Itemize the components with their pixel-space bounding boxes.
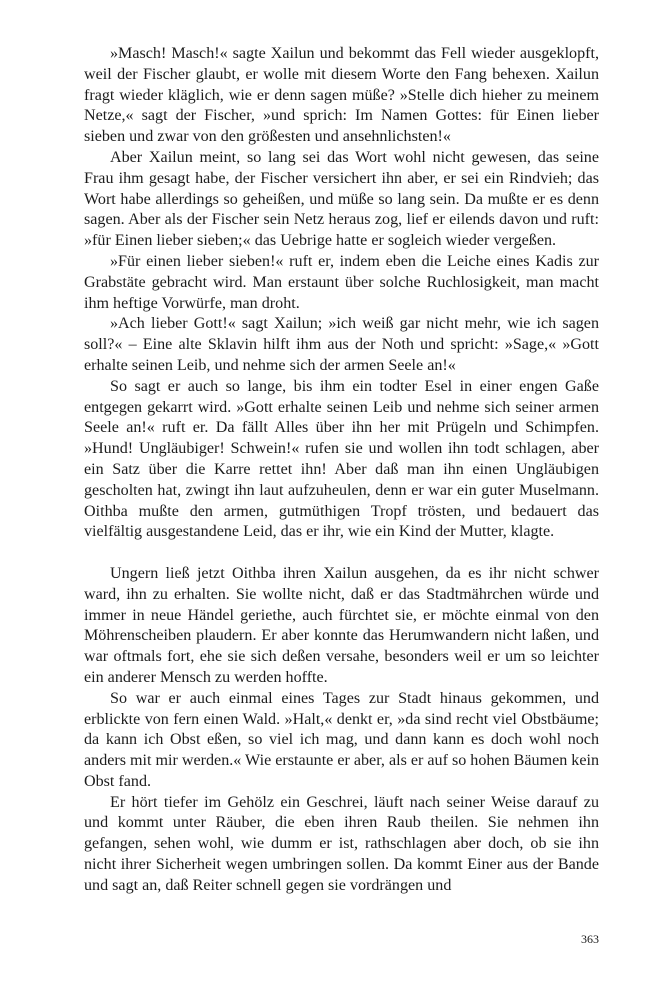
page-number: 363 xyxy=(581,932,599,946)
paragraph-6: Ungern ließ jetzt Oithba ihren Xailun ausgehen, da es ihr nicht schwer ward, ihn zu erhalten. Sie wollte nicht, daß er das Stadtmährchen würde und immer in neue Händel geriethe, auch fürchtet sie, er möchte einmal von den Möhrenscheiben plaudern. Er aber konnte das Herumwandern nicht laßen, und war oftmals fort, ehe sie sich deßen versahe, besonders weil er um so leichter ein anderer Mensch zu werden hoffte. xyxy=(84,564,599,686)
section-break xyxy=(84,543,599,564)
paragraph-4: »Ach lieber Gott!« sagt Xailun; »ich weiß gar nicht mehr, wie ich sagen soll?« – Eine alte Sklavin hilft ihm aus der Noth und spricht: »Sage,« »Gott erhalte seinen Leib, und nehme sich der armen Seele an!« xyxy=(84,315,599,374)
page-body xyxy=(84,44,599,897)
paragraph-1: »Masch! Masch!« sagte Xailun und bekommt das Fell wieder ausgeklopft, weil der Fischer glaubt, er wolle mit diesem Worte den Fang behexen. Xailun fragt wieder kläglich, wie er denn sagen müße? »Stelle dich hieher zu meinem Netze,« sagt der Fischer, »und sprich: Im Namen Gottes: für Einen lieber sieben und zwar von den größesten und ansehnlichsten!« xyxy=(84,45,599,146)
paragraph-7: So war er auch einmal eines Tages zur Stadt hinaus gekommen, und erblickte von fern einen Wald. »Halt,« denkt er, »da sind recht viel Obstbäume; da kann ich Obst eßen, so viel ich mag, und dann kann es doch wohl noch anders mit mir werden.« Wie erstaunte er aber, als er auf so hohen Bäumen kein Obst fand. xyxy=(84,689,600,790)
paragraph-3: »Für einen lieber sieben!« ruft er, indem eben die Leiche eines Kadis zur Grabstäte gebracht wird. Man erstaunt über solche Ruchlosigkeit, man macht ihm heftige Vorwürfe, man droht. xyxy=(84,252,599,312)
paragraph-5: So sagt er auch so lange, bis ihm ein todter Esel in einer engen Gaße entgegen gekarrt wird. »Gott erhalte seinen Leib und nehme sich seiner armen Seele an!« ruft er. Da fällt Alles über ihn her mit Prügeln und Schimpfen. »Hund! Ungläubiger! Schwein!« rufen sie und wollen ihn todt schlagen, aber ein Satz über die Karre rettet ihn! Aber daß man ihn einen Ungläubigen gescholten hat, zwingt ihn laut aufzuheulen, denn er war ein guter Muselmann. Oithba mußte den armen, gutmüthigen Tropf trösten, und bedauert das vielfältig ausgestandene Leid, das er ihr, wie ein Kind der Mutter, klagte. xyxy=(84,377,599,541)
paragraph-2: Aber Xailun meint, so lang sei das Wort wohl nicht gewesen, das seine Frau ihm gesagt habe, der Fischer versichert ihn aber, er sei ein Rindvieh; das Wort habe allerdings so geheißen, und müße so lang sein. Da mußte er es denn sagen. Aber als der Fischer sein Netz heraus zog, lief er eilends davon und ruft: »für Einen lieber sieben;« das Uebrige hatte er sogleich wieder vergeßen. xyxy=(84,148,599,250)
paragraph-8: Er hört tiefer im Gehölz ein Geschrei, läuft nach seiner Weise darauf zu und kommt unter Räuber, die eben ihren Raub theilen. Sie nehmen ihn gefangen, sehen wohl, wie dumm er ist, rathschlagen aber doch, ob sie ihn nicht ihrer Sicherheit wegen umbringen sollen. Da kommt Einer aus der Bande und sagt an, daß Reiter schnell gegen sie vordrängen und xyxy=(84,793,599,894)
